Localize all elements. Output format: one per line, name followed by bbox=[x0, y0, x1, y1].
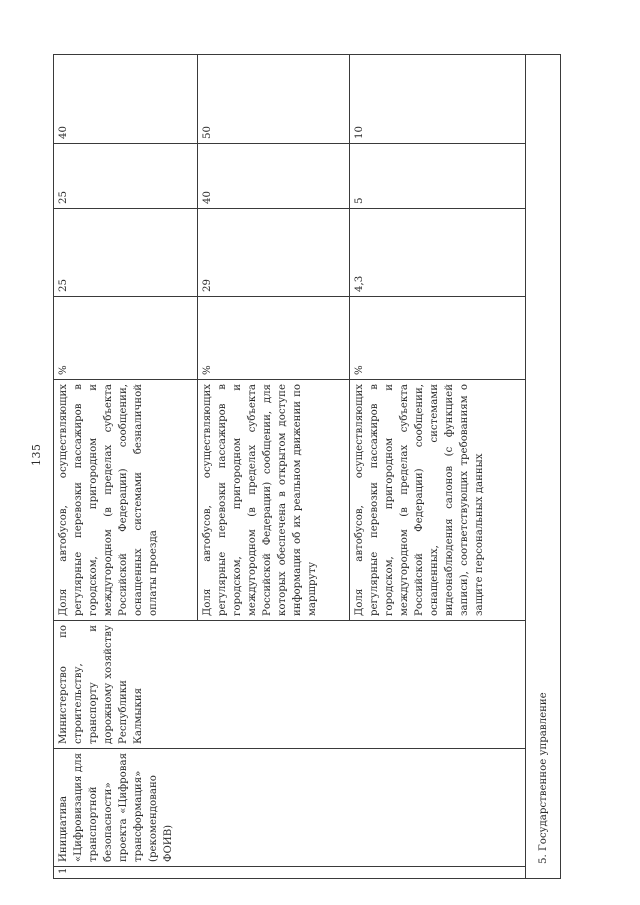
table-row bbox=[526, 55, 561, 879]
indicator-text-cell: Доля автобусов, осуществляющих регулярные перевозки пассажиров в городском, пригородном и междугородном (в пределах субъекта Российской Федерации) сообщении, оснащенных, системами видеонаблюдения салонов (с функцией записи), соответствующих требованиям о защите персональных данных bbox=[350, 380, 526, 621]
value-cell: 50 bbox=[198, 55, 350, 144]
indicator-text-cell: Доля автобусов, осуществляющих регулярные перевозки пассажиров в городском, пригородном и междугородном (в пределах субъекта Российской Федерации) сообщении, оснащенных системами безналичной оплаты проезда bbox=[54, 380, 198, 621]
rotated-table-container bbox=[53, 55, 560, 879]
value-cell: 40 bbox=[54, 55, 198, 144]
value-cell: 25 bbox=[54, 144, 198, 209]
value-cell: 29 bbox=[198, 209, 350, 297]
unit-cell: % bbox=[198, 297, 350, 380]
row-number-cell: 1 bbox=[54, 867, 526, 879]
value-cell: 40 bbox=[198, 144, 350, 209]
value-cell: 4,3 bbox=[350, 209, 526, 297]
section-heading-cell: 5. Государственное управление bbox=[526, 55, 561, 879]
value-cell: 25 bbox=[54, 209, 198, 297]
unit-cell: % bbox=[350, 297, 526, 380]
indicator-text-cell: Доля автобусов, осуществляющих регулярные перевозки пассажиров в городском, пригородном и междугородном (в пределах субъекта Российской Федерации) сообщении, для которых обеспечена в открытом доступе информация об их реальном движении по маршруту bbox=[198, 380, 350, 621]
initiative-cell: Инициатива «Цифровизация для транспортной безопасности» проекта «Цифровая трансформация» (рекомендовано ФОИВ) bbox=[54, 749, 526, 867]
indicator-table bbox=[53, 54, 561, 879]
responsible-cell: Министерство по строительству, транспорту и дорожному хозяйству Республики Калмыкия bbox=[54, 621, 526, 749]
value-cell: 10 bbox=[350, 55, 526, 144]
value-cell: 5 bbox=[350, 144, 526, 209]
page-number: 135 bbox=[30, 443, 43, 466]
table-row bbox=[54, 55, 198, 879]
unit-cell: % bbox=[54, 297, 198, 380]
